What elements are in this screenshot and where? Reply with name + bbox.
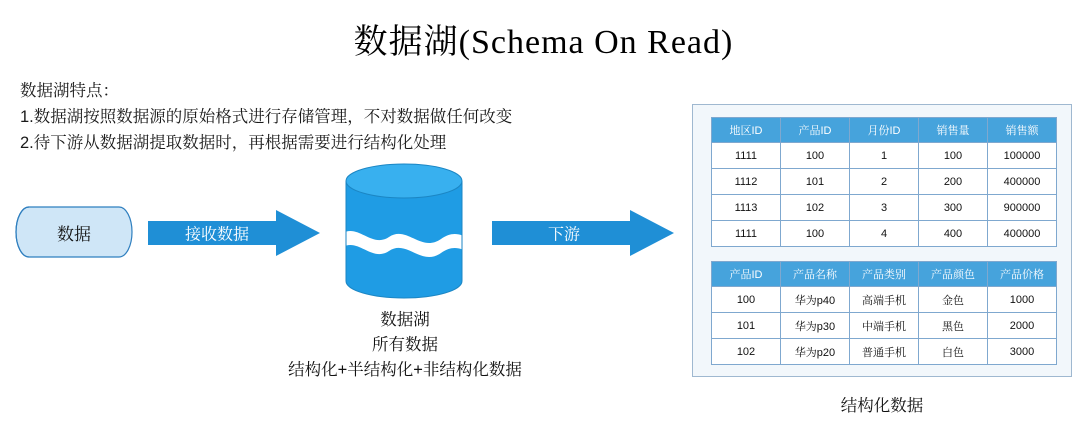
table-cell: 黑色 bbox=[919, 313, 988, 339]
note-line-1: 1.数据湖按照数据源的原始格式进行存储管理，不对数据做任何改变 bbox=[20, 108, 513, 126]
table-cell: 3 bbox=[850, 195, 919, 221]
table-row bbox=[712, 339, 1057, 365]
arrow-receive-data bbox=[148, 208, 320, 258]
table-row bbox=[712, 287, 1057, 313]
note-line-2: 2.待下游从数据湖提取数据时，再根据需要进行结构化处理 bbox=[20, 134, 447, 152]
table-cell: 4 bbox=[850, 221, 919, 247]
table-cell: 1112 bbox=[712, 169, 781, 195]
page-title: 数据湖(Schema On Read) bbox=[353, 24, 734, 61]
table-cell: 400000 bbox=[988, 169, 1057, 195]
lake-caption-line-0: 数据湖 bbox=[380, 311, 430, 329]
table-cell: 2000 bbox=[988, 313, 1057, 339]
table-header-row bbox=[712, 262, 1057, 287]
table-cell: 白色 bbox=[919, 339, 988, 365]
table-cell: 1 bbox=[850, 143, 919, 169]
table-cell: 1113 bbox=[712, 195, 781, 221]
table-cell: 101 bbox=[781, 169, 850, 195]
lake-caption-line-1: 所有数据 bbox=[372, 336, 438, 354]
table-cell: 400000 bbox=[988, 221, 1057, 247]
table-cell: 1111 bbox=[712, 221, 781, 247]
table-cell: 金色 bbox=[919, 287, 988, 313]
data-source-cylinder bbox=[15, 206, 133, 258]
column-header: 产品类别 bbox=[850, 262, 919, 287]
table-row bbox=[712, 169, 1057, 195]
table-cell: 普通手机 bbox=[850, 339, 919, 365]
data-lake-caption bbox=[255, 308, 555, 383]
sales-table bbox=[711, 117, 1057, 247]
column-header: 地区ID bbox=[712, 118, 781, 143]
table-cell: 101 bbox=[712, 313, 781, 339]
table-cell: 1111 bbox=[712, 143, 781, 169]
column-header: 产品价格 bbox=[988, 262, 1057, 287]
arrow-receive-data-label: 接收数据 bbox=[184, 226, 249, 244]
table-cell: 100 bbox=[712, 287, 781, 313]
column-header: 产品ID bbox=[781, 118, 850, 143]
column-header: 产品ID bbox=[712, 262, 781, 287]
table-row bbox=[712, 195, 1057, 221]
table-cell: 400 bbox=[919, 221, 988, 247]
column-header: 产品名称 bbox=[781, 262, 850, 287]
arrow-downstream-label: 下游 bbox=[547, 226, 580, 244]
table-cell: 900000 bbox=[988, 195, 1057, 221]
table-cell: 102 bbox=[712, 339, 781, 365]
column-header: 产品颜色 bbox=[919, 262, 988, 287]
table-cell: 华为p30 bbox=[781, 313, 850, 339]
arrow-icon bbox=[492, 208, 674, 258]
column-header: 销售量 bbox=[919, 118, 988, 143]
table-cell: 3000 bbox=[988, 339, 1057, 365]
table-cell: 100000 bbox=[988, 143, 1057, 169]
arrow-icon bbox=[148, 208, 320, 258]
table-row bbox=[712, 221, 1057, 247]
table-cell: 华为p20 bbox=[781, 339, 850, 365]
table-cell: 1000 bbox=[988, 287, 1057, 313]
table-cell: 2 bbox=[850, 169, 919, 195]
notes-block bbox=[20, 78, 512, 156]
lake-caption-line-2: 结构化+半结构化+非结构化数据 bbox=[288, 361, 522, 379]
note-line-0: 数据湖特点： bbox=[20, 82, 119, 100]
data-lake-cylinder bbox=[345, 163, 463, 299]
table-header-row bbox=[712, 118, 1057, 143]
structured-data-caption: 结构化数据 bbox=[840, 397, 924, 415]
lake-cylinder-icon bbox=[345, 163, 463, 299]
structured-data-panel bbox=[692, 104, 1072, 377]
column-header: 销售额 bbox=[988, 118, 1057, 143]
product-table bbox=[711, 261, 1057, 365]
arrow-downstream bbox=[492, 208, 674, 258]
table-cell: 高端手机 bbox=[850, 287, 919, 313]
table-row bbox=[712, 143, 1057, 169]
table-cell: 100 bbox=[919, 143, 988, 169]
table-cell: 中端手机 bbox=[850, 313, 919, 339]
column-header: 月份ID bbox=[850, 118, 919, 143]
table-cell: 100 bbox=[781, 143, 850, 169]
table-cell: 100 bbox=[781, 221, 850, 247]
table-row bbox=[712, 313, 1057, 339]
data-source-label: 数据 bbox=[57, 224, 91, 244]
table-cell: 200 bbox=[919, 169, 988, 195]
table-cell: 华为p40 bbox=[781, 287, 850, 313]
table-cell: 300 bbox=[919, 195, 988, 221]
table-cell: 102 bbox=[781, 195, 850, 221]
